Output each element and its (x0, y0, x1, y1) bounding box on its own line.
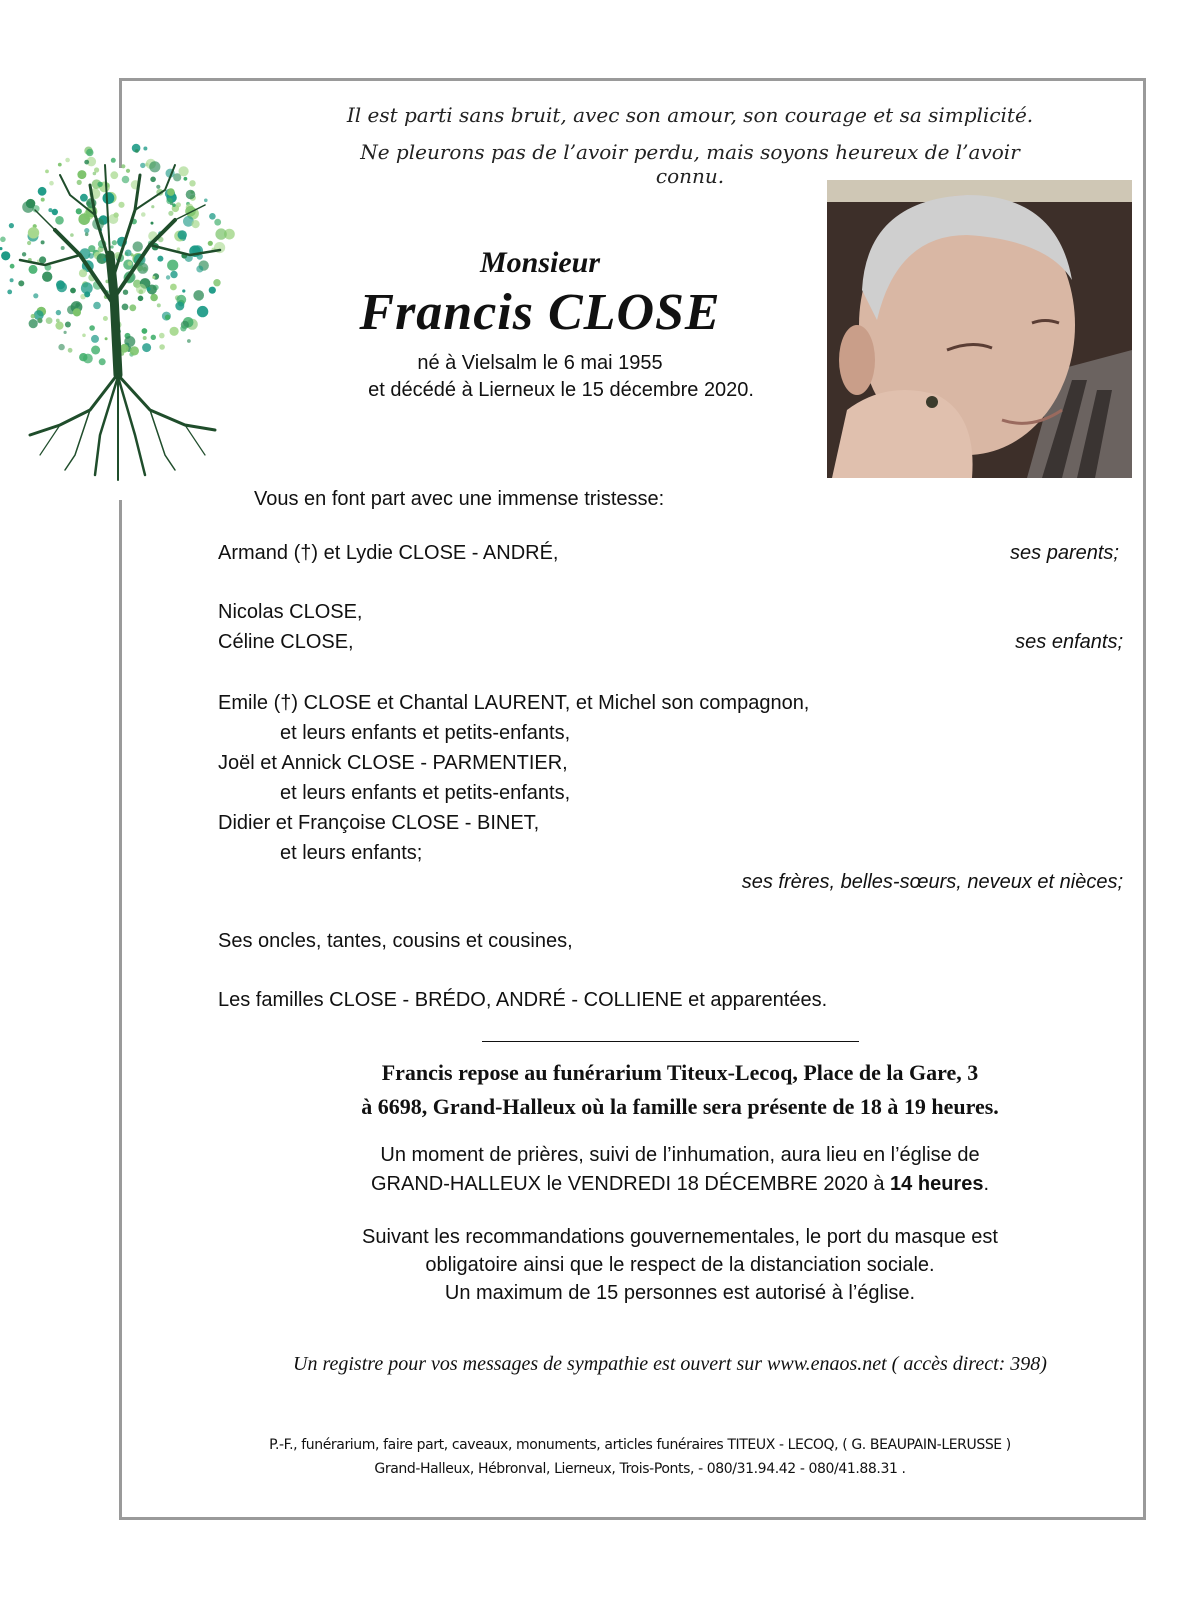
ceremony-line-1: Un moment de prières, suivi de l’inhumation, aura lieu en l’église de (380, 1144, 980, 1166)
leaf-dot (70, 233, 74, 237)
leaf-dot (56, 319, 60, 323)
leaf-dot (143, 147, 147, 151)
ceremony-period: . (983, 1173, 989, 1195)
leaf-dot (86, 149, 93, 156)
family-line: Armand (†) et Lydie CLOSE - ANDRÉ, (218, 542, 559, 564)
uncles-line: Ses oncles, tantes, cousins et cousines, (218, 930, 573, 952)
leaf-dot (103, 192, 115, 204)
death-info: et décédé à Lierneux le 15 décembre 2020. (368, 379, 754, 401)
leaf-dot (122, 176, 130, 184)
relation-parents: ses parents; (1010, 542, 1119, 564)
leaf-dot (88, 245, 95, 252)
leaf-dot (58, 344, 64, 350)
family-line: Joël et Annick CLOSE - PARMENTIER, (218, 752, 568, 774)
leaf-dot (93, 172, 97, 176)
deceased-name: Francis CLOSE (359, 284, 721, 341)
leaf-dot (186, 190, 196, 200)
relation-siblings: ses frères, belles-sœurs, neveux et nièces; (741, 871, 1123, 893)
leaf-dot (157, 256, 163, 262)
leaf-dot (49, 181, 54, 186)
leaf-dot (136, 284, 146, 294)
leaf-dot (175, 302, 184, 311)
leaf-dot (138, 296, 144, 302)
leaf-dot (82, 334, 86, 338)
leaf-dot (151, 222, 154, 225)
leaf-dot (64, 331, 67, 334)
leaf-dot (122, 304, 129, 311)
leaf-dot (196, 266, 203, 273)
leaf-dot (156, 185, 160, 189)
leaf-dot (108, 214, 118, 224)
quote-line-2: Ne pleurons pas de l’avoir perdu, mais soyons heureux de l’avoir connu. (360, 140, 1020, 188)
leaf-dot (9, 223, 14, 228)
leaf-dot (112, 240, 117, 245)
leaf-dot (18, 280, 24, 286)
leaf-dot (178, 230, 187, 239)
quote-line-1: Il est parti sans bruit, avec son amour, son courage et sa simplicité. (346, 103, 1034, 127)
leaf-dot (0, 237, 6, 243)
leaf-dot (81, 282, 93, 294)
leaf-dot (1, 251, 10, 260)
leaf-dot (111, 245, 114, 248)
footer-line-1: P.-F., funérarium, faire part, caveaux, monuments, articles funéraires TITEUX - LECOQ, ( G. BEAUPAIN-LERUSSE ) (269, 1437, 1011, 1453)
leaf-dot (130, 346, 139, 355)
leaf-dot (91, 346, 100, 355)
leaf-dot (187, 339, 191, 343)
family-line: Céline CLOSE, (218, 631, 354, 653)
leaf-dot (128, 261, 133, 266)
leaf-dot (147, 287, 151, 291)
covid-line-2: obligatoire ainsi que le respect de la distanciation sociale. (425, 1254, 935, 1276)
leaf-dot (192, 220, 200, 228)
leaf-dot (84, 228, 89, 233)
leaf-dot (55, 322, 63, 330)
leaf-dot (159, 333, 165, 339)
leaf-dot (77, 180, 82, 185)
leaf-dot (213, 279, 220, 286)
leaf-dot (70, 288, 76, 294)
leaf-dot (140, 163, 145, 168)
footer-line-2: Grand-Halleux, Hébronval, Lierneux, Trois-Ponts, - 080/31.94.42 - 080/41.88.31 . (374, 1461, 906, 1477)
leaf-dot (129, 304, 136, 311)
leaf-dot (143, 336, 147, 340)
leaf-dot (111, 158, 116, 163)
leaf-dot (22, 252, 26, 256)
leaf-dot (167, 188, 175, 196)
leaf-dot (159, 344, 165, 350)
leaf-dot (157, 303, 161, 307)
leaf-dot (37, 318, 42, 323)
leaf-dot (48, 208, 52, 212)
leaf-dot (65, 158, 70, 163)
leaf-dot (150, 177, 156, 183)
leaf-dot (79, 269, 87, 277)
leaf-dot (58, 163, 62, 167)
leaf-dot (165, 315, 170, 320)
leaf-dot (89, 325, 95, 331)
leaf-dot (84, 160, 89, 165)
family-line: et leurs enfants; (280, 842, 423, 864)
leaf-dot (215, 228, 226, 239)
leaf-dot (65, 322, 71, 328)
leaf-dot (46, 317, 53, 324)
leaf-dot (73, 308, 81, 316)
families-line: Les familles CLOSE - BRÉDO, ANDRÉ - COLLIENE et apparentées. (218, 989, 828, 1011)
leaf-dot (77, 170, 86, 179)
leaf-dot (76, 208, 82, 214)
leaf-dot (0, 247, 3, 250)
leaf-dot (26, 199, 35, 208)
leaf-dot (170, 327, 179, 336)
leaf-dot (38, 187, 47, 196)
leaf-dot (177, 247, 181, 251)
leaf-dot (166, 275, 170, 279)
leaf-dot (33, 293, 38, 298)
leaf-dot (125, 250, 132, 257)
leaf-dot (189, 180, 195, 186)
section-divider (482, 1041, 859, 1042)
family-line: et leurs enfants et petits-enfants, (280, 722, 571, 744)
leaf-dot (135, 149, 139, 153)
leaf-dot (85, 233, 89, 237)
leaf-dot (209, 287, 216, 294)
leaf-dot (118, 202, 124, 208)
rest-info-line-2: à 6698, Grand-Halleux où la famille sera présente de 18 à 19 heures. (361, 1094, 999, 1119)
leaf-dot (170, 271, 177, 278)
leaf-dot (56, 310, 61, 315)
leaf-dot (56, 280, 65, 289)
covid-line-3: Un maximum de 15 personnes est autorisé à l’église. (444, 1282, 916, 1304)
leaf-dot (142, 328, 148, 334)
leaf-dot (99, 358, 106, 365)
leaf-dot (168, 211, 173, 216)
leaf-dot (42, 272, 52, 282)
leaf-dot (91, 335, 99, 343)
leaf-dot (152, 276, 155, 279)
leaf-dot (27, 241, 31, 245)
leaf-dot (145, 163, 148, 166)
ceremony-time: 14 heures (890, 1173, 984, 1195)
family-line: Nicolas CLOSE, (218, 601, 363, 623)
ceremony-line-2 (280, 1173, 1080, 1196)
leaf-dot (39, 256, 46, 263)
leaf-dot (55, 216, 64, 225)
leaf-dot (170, 284, 177, 291)
relation-children: ses enfants; (1015, 631, 1123, 653)
leaf-dot (80, 194, 88, 202)
leaf-dot (126, 169, 130, 173)
leaf-dot (180, 325, 186, 331)
leaf-dot (10, 278, 14, 282)
honorific: Monsieur (479, 246, 601, 279)
leaf-dot (150, 294, 158, 302)
leaf-dot (133, 241, 143, 251)
leaf-dot (10, 264, 15, 269)
leaf-dot (123, 290, 128, 295)
leaf-dot (193, 290, 204, 301)
leaf-dot (41, 198, 45, 202)
leaf-dot (28, 227, 39, 238)
covid-line-1: Suivant les recommandations gouvernementales, le port du masque est (362, 1226, 998, 1248)
leaf-dot (121, 164, 125, 168)
leaf-dot (97, 182, 102, 187)
leaf-dot (182, 289, 185, 292)
tree-of-life-image (0, 135, 250, 485)
ceremony-date: GRAND-HALLEUX le VENDREDI 18 DÉCEMBRE 2020 à (370, 1173, 891, 1195)
leaf-dot (110, 171, 118, 179)
leaf-dot (209, 213, 216, 220)
leaf-dot (141, 212, 146, 217)
leaf-dot (151, 205, 154, 208)
family-line: Emile (†) CLOSE et Chantal LAURENT, et Michel son compagnon, (218, 692, 810, 714)
leaf-dot (166, 198, 172, 204)
leaf-dot (7, 290, 12, 295)
leaf-dot (208, 241, 213, 246)
leaf-dot (45, 170, 49, 174)
leaf-dot (184, 177, 188, 181)
leaf-dot (167, 260, 178, 271)
leaf-dot (29, 319, 38, 328)
leaf-dot (151, 335, 156, 340)
leaf-dot (83, 354, 93, 364)
leaf-dot (52, 209, 58, 215)
leaf-dot (142, 343, 151, 352)
announcement-intro: Vous en font part avec une immense tristesse: (254, 488, 665, 510)
leaf-dot (103, 316, 108, 321)
leaf-dot (214, 219, 221, 226)
leaf-dot (41, 240, 45, 244)
leaf-dot (149, 161, 160, 172)
portrait-photo (827, 180, 1132, 478)
family-line: et leurs enfants et petits-enfants, (280, 782, 571, 804)
leaf-dot (197, 306, 208, 317)
registry-note: Un registre pour vos messages de sympathie est ouvert sur www.enaos.net ( accès direct: 398) (293, 1353, 1047, 1375)
birth-info: né à Vielsalm le 6 mai 1955 (417, 352, 663, 374)
leaf-dot (31, 314, 36, 319)
leaf-dot (61, 246, 65, 250)
leaf-dot (179, 166, 189, 176)
family-line: Didier et Françoise CLOSE - BINET, (218, 812, 540, 834)
leaf-dot (204, 199, 208, 203)
leaf-dot (29, 265, 38, 274)
leaf-dot (68, 348, 73, 353)
leaf-dot (93, 302, 101, 310)
leaf-dot (105, 337, 108, 340)
rest-info-line-1: Francis repose au funérarium Titeux-Lecoq, Place de la Gare, 3 (381, 1060, 979, 1085)
